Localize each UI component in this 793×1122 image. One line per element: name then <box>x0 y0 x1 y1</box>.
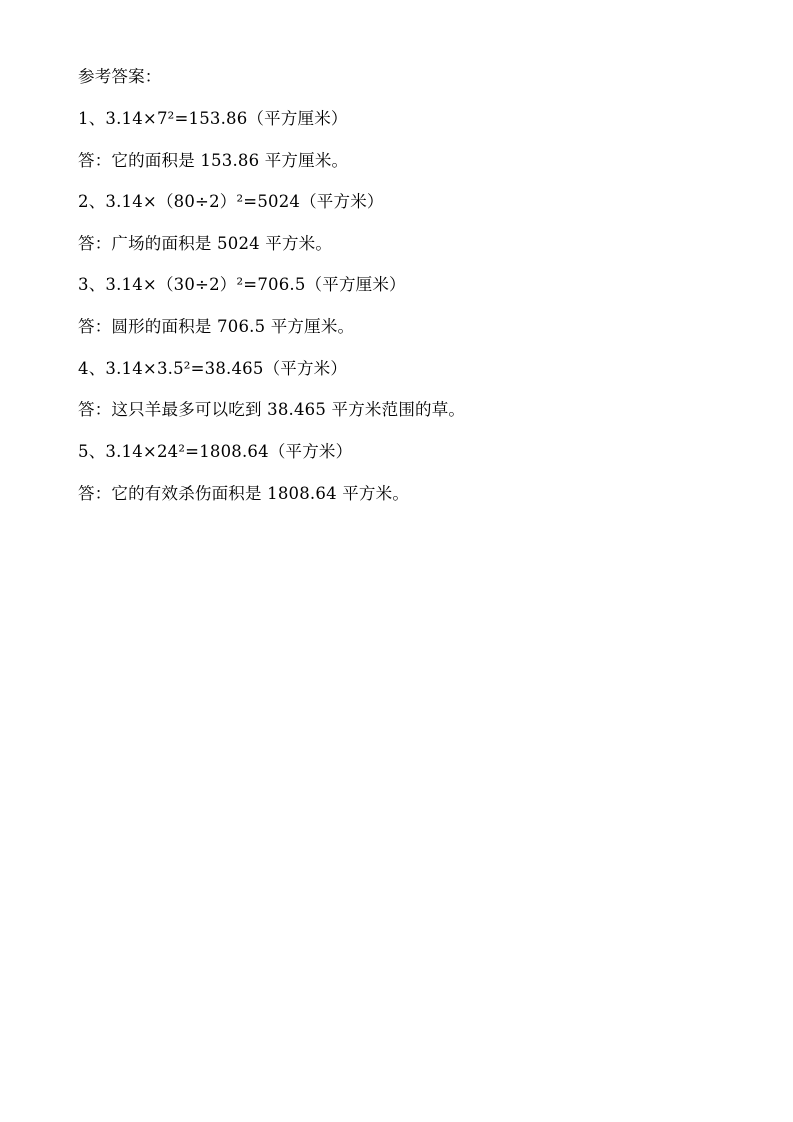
equation-4: 4、3.14×3.5²=38.465（平方米） <box>78 359 348 378</box>
equation-2: 2、3.14×（80÷2）²=5024（平方米） <box>78 192 384 211</box>
equation-1: 1、3.14×7²=153.86（平方厘米） <box>78 109 348 128</box>
answer-3: 答：圆形的面积是 706.5 平方厘米。 <box>78 317 355 336</box>
answer-4: 答：这只羊最多可以吃到 38.465 平方米范围的草。 <box>78 400 466 419</box>
answer-2: 答：广场的面积是 5024 平方米。 <box>78 234 333 253</box>
answer-heading: 参考答案： <box>78 67 162 86</box>
equation-3: 3、3.14×（30÷2）²=706.5（平方厘米） <box>78 275 406 294</box>
answer-1: 答：它的面积是 153.86 平方厘米。 <box>78 151 349 170</box>
equation-5: 5、3.14×24²=1808.64（平方米） <box>78 442 353 461</box>
answer-5: 答：它的有效杀伤面积是 1808.64 平方米。 <box>78 484 410 503</box>
